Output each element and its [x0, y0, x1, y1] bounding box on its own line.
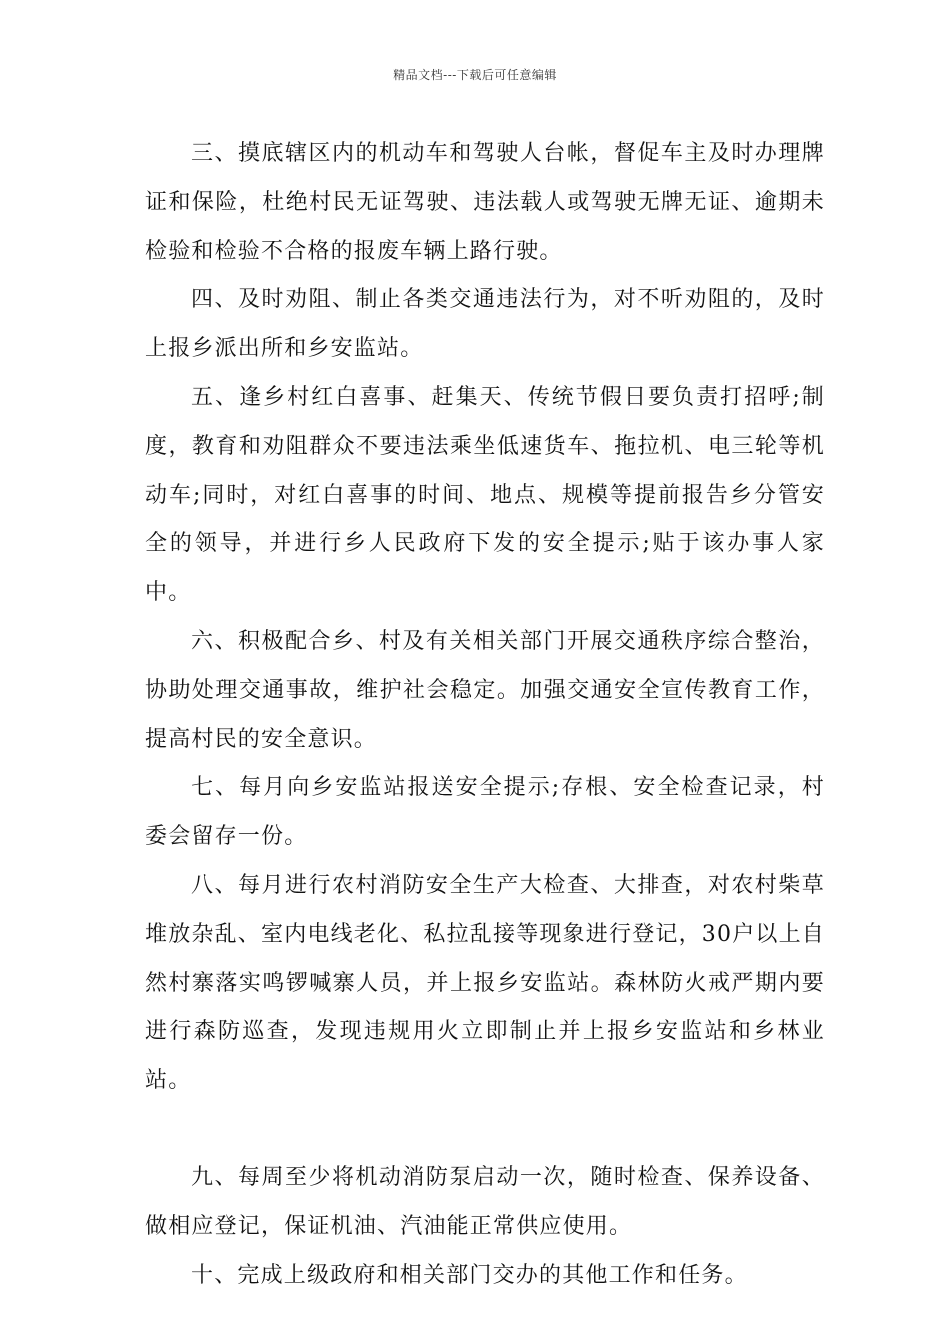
- paragraph-8: 八、每月进行农村消防安全生产大检查、大排查，对农村柴草堆放杂乱、室内电线老化、私拉乱接等现象进行登记，30户以上自然村寨落实鸣锣喊寨人员，并上报乡安监站。森林防火戒严期内要进行森防巡查，发现违规用火立即制止并上报乡安监站和乡林业站。: [145, 872, 825, 1094]
- paragraph-3: 三、摸底辖区内的机动车和驾驶人台帐，督促车主及时办理牌证和保险，杜绝村民无证驾驶、违法载人或驾驶无牌无证、逾期未检验和检验不合格的报废车辆上路行驶。: [145, 141, 825, 264]
- page-header: 精品文档---下载后可任意编辑: [393, 68, 557, 82]
- paragraph-9: 九、每周至少将机动消防泵启动一次，随时检查、保养设备、做相应登记，保证机油、汽油能正常供应使用。: [145, 1164, 825, 1239]
- paragraph-10: 十、完成上级政府和相关部门交办的其他工作和任务。: [191, 1262, 748, 1288]
- blank-line: [145, 1106, 825, 1154]
- paragraph-7: 七、每月向乡安监站报送安全提示;存根、安全检查记录，村委会留存一份。: [145, 775, 825, 850]
- paragraph-4: 四、及时劝阻、制止各类交通违法行为，对不听劝阻的，及时上报乡派出所和乡安监站。: [145, 287, 825, 362]
- document-body: [145, 130, 825, 1300]
- paragraph-5: 五、逢乡村红白喜事、赶集天、传统节假日要负责打招呼;制度，教育和劝阻群众不要违法乘坐低速货车、拖拉机、电三轮等机动车;同时，对红白喜事的时间、地点、规模等提前报告乡分管安全的领导，并进行乡人民政府下发的安全提示;贴于该办事人家中。: [145, 384, 825, 606]
- paragraph-6: 六、积极配合乡、村及有关相关部门开展交通秩序综合整治，协助处理交通事故，维护社会稳定。加强交通安全宣传教育工作，提高村民的安全意识。: [145, 628, 825, 752]
